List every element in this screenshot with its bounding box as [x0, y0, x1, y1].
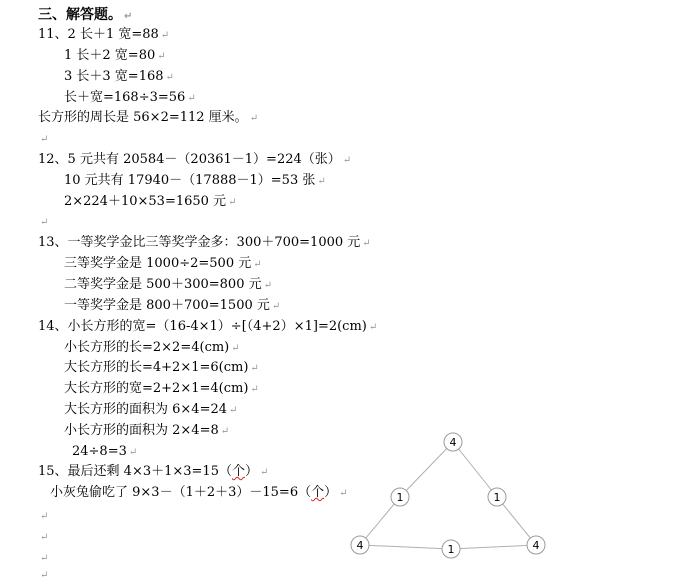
section-title: 三、解答题。 ↵ [38, 7, 133, 23]
triangle-diagram [340, 425, 560, 570]
empty-line: ↵ [40, 217, 49, 228]
answer-line: 10 元共有 17940－（17888－1）=53 张 ↵ [64, 173, 326, 188]
answer-line: 11、2 长＋1 宽=88 ↵ [38, 27, 170, 42]
triangle-edge [360, 545, 451, 549]
node-top [444, 433, 462, 451]
empty-line: ↵ [40, 511, 49, 522]
answer-line: 12、5 元共有 20584－（20361－1）=224（张） ↵ [38, 152, 352, 167]
svg-text:1: 1 [493, 491, 501, 504]
answer-line: 三等奖学金是 1000÷2=500 元 ↵ [64, 256, 262, 271]
answer-line: 小长方形的长=2×2=4(cm) ↵ [64, 340, 240, 355]
empty-line: ↵ [40, 553, 49, 564]
answer-line: 小长方形的面积为 2×4=8 ↵ [64, 423, 230, 438]
answer-line: 14、小长方形的宽=（16-4×1）÷[（4+2）×1]=2(cm) ↵ [38, 319, 378, 334]
svg-text:1: 1 [447, 543, 455, 556]
node-bottom-mid [442, 540, 460, 558]
answer-line: 13、一等奖学金比三等奖学金多：300＋700=1000 元 ↵ [38, 235, 371, 250]
answer-line: 大长方形的长=4+2×1=6(cm) ↵ [64, 360, 259, 375]
answer-line: 3 长＋3 宽=168 ↵ [64, 69, 174, 84]
answer-line: 1 长＋2 宽=80 ↵ [64, 48, 166, 63]
answer-line: 大长方形的宽=2+2×1=4(cm) ↵ [64, 381, 259, 396]
answer-line: 一等奖学金是 800＋700=1500 元 ↵ [64, 298, 281, 313]
empty-line: ↵ [40, 532, 49, 543]
node-right-mid [488, 488, 506, 506]
answer-line: 15、最后还剩 4×3＋1×3=15（个） ↵ [38, 464, 269, 479]
node-bottom-left [351, 536, 369, 554]
answer-line: 小灰兔偷吃了 9×3－（1＋2＋3）－15=6（个） ↵ [50, 485, 348, 500]
answer-line: 2×224＋10×53=1650 元 ↵ [64, 194, 237, 209]
triangle-edge [453, 442, 497, 497]
triangle-edge [400, 442, 453, 497]
answer-line: 二等奖学金是 500＋300=800 元 ↵ [64, 277, 272, 292]
svg-text:4: 4 [356, 539, 364, 552]
empty-line: ↵ [40, 570, 49, 581]
svg-text:4: 4 [449, 436, 457, 449]
answer-line: 长＋宽=168÷3=56 ↵ [64, 90, 196, 105]
triangle-edge [451, 545, 536, 549]
answer-line: 24÷8=3 ↵ [72, 444, 138, 459]
answer-line: 大长方形的面积为 6×4=24 ↵ [64, 402, 238, 417]
answer-line: 长方形的周长是 56×2=112 厘米。 ↵ [38, 110, 259, 125]
empty-line: ↵ [40, 134, 49, 145]
svg-text:4: 4 [532, 539, 540, 552]
node-left-mid [391, 488, 409, 506]
svg-text:1: 1 [396, 491, 404, 504]
node-bottom-right [527, 536, 545, 554]
